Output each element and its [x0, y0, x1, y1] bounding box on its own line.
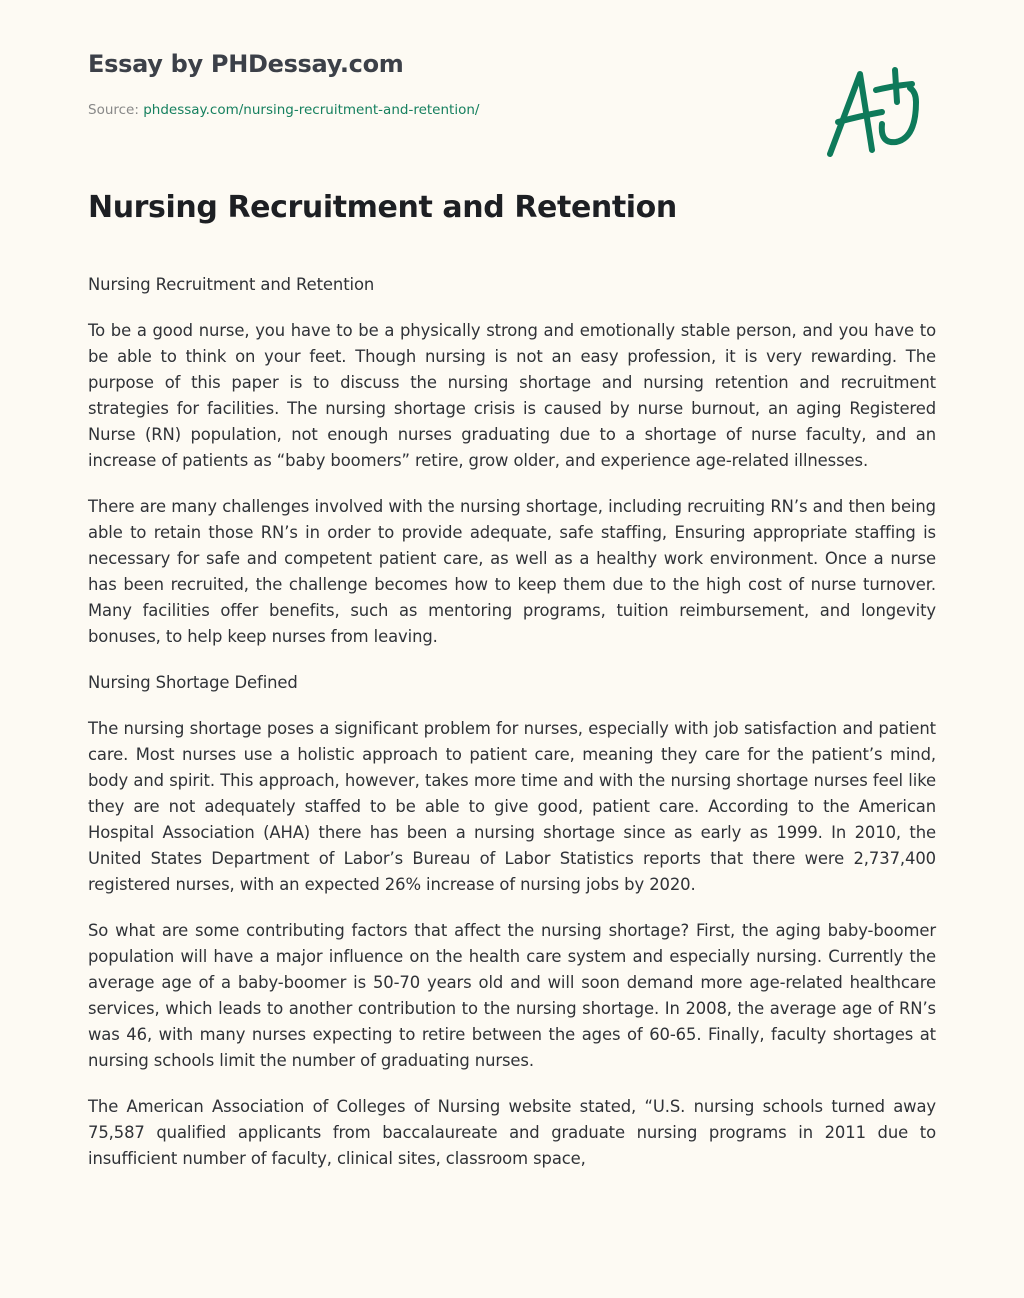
site-brand: Essay by PHDessay.com [88, 50, 404, 78]
section-heading: Nursing Shortage Defined [88, 673, 298, 692]
paragraph: To be a good nurse, you have to be a physically strong and emotionally stable person, and you have to be able to think on your feet. Though nursing is not an easy profession, it is very rewarding. The purpose of this paper is to discuss the nursing shortage and nursing retention and recruitment strategies for facilities. The nursing shortage crisis is caused by nurse burnout, an aging Registered Nurse (RN) population, not enough nurses graduating due to a shortage of nurse faculty, and an increase of patients as “baby boomers” retire, grow older, and experience age-related illnesses. [88, 321, 936, 470]
essay-title: Nursing Recruitment and Retention [88, 190, 677, 225]
paragraph: The nursing shortage poses a significant problem for nurses, especially with job satisfaction and patient care. Most nurses use a holistic approach to patient care, meaning they care for the patient’s mind, body and spirit. This approach, however, takes more time and with the nursing shortage nurses feel like they are not adequately staffed to be able to give good, patient care. According to the American Hospital Association (AHA) there has been a nursing shortage since as early as 1999. In 2010, the United States Department of Labor’s Bureau of Labor Statistics reports that there were 2,737,400 registered nurses, with an expected 26% increase of nursing jobs by 2020. [88, 719, 936, 894]
paragraph: The American Association of Colleges of Nursing website stated, “U.S. nursing schools turned away 75,587 qualified applicants from baccalaureate and graduate nursing programs in 2011 due to insufficient number of faculty, clinical sites, classroom space, [88, 1097, 936, 1168]
paragraph: So what are some contributing factors that affect the nursing shortage? First, the aging baby-boomer population will have a major influence on the health care system and especially nursing. Currently the average age of a baby-boomer is 50-70 years old and will soon demand more age-related healthcare services, which leads to another contribution to the nursing shortage. In 2008, the average age of RN’s was 46, with many nurses expecting to retire between the ages of 60-65. Finally, faculty shortages at nursing schools limit the number of graduating nurses. [88, 921, 936, 1070]
source-line [88, 102, 479, 118]
a-plus-logo-icon [820, 62, 930, 162]
source-link[interactable]: phdessay.com/nursing-recruitment-and-retention/ [143, 102, 480, 118]
source-label: Source: [88, 102, 139, 118]
section-heading: Nursing Recruitment and Retention [88, 275, 375, 294]
paragraph: There are many challenges involved with the nursing shortage, including recruiting RN’s and then being able to retain those RN’s in order to provide adequate, safe staffing, Ensuring appropriate staffing is necessary for safe and competent patient care, as well as a healthy work environment. Once a nurse has been recruited, the challenge becomes how to keep them due to the high cost of nurse turnover. Many facilities offer benefits, such as mentoring programs, tuition reimbursement, and longevity bonuses, to help keep nurses from leaving. [88, 497, 936, 646]
essay-body [88, 272, 936, 1192]
